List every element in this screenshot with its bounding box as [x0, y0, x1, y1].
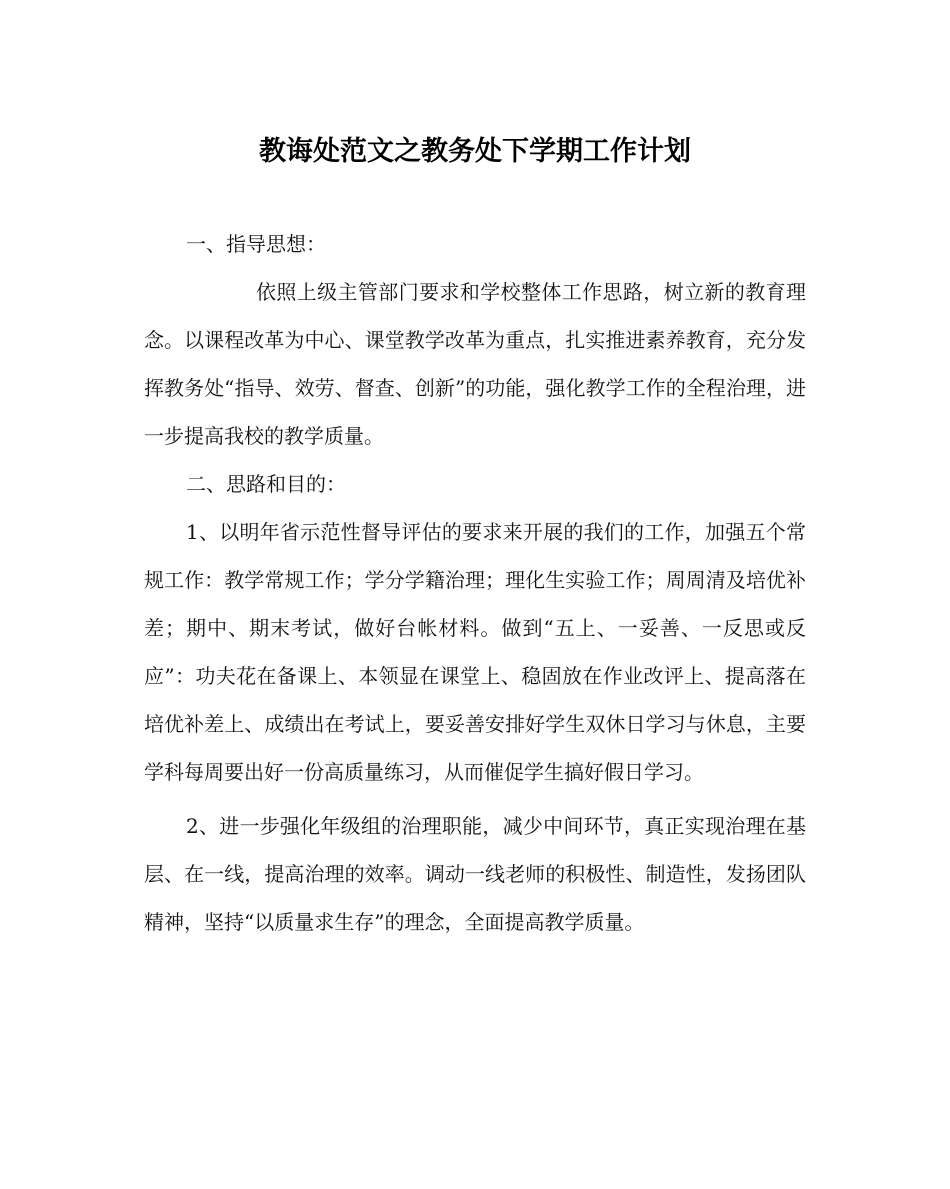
paragraph-goal-2: 2、进一步强化年级组的治理职能，减少中间环节，真正实现治理在基层、在一线，提高治理的效率。调动一线老师的积极性、制造性，发扬团队精神，坚持“以质量求生存”的理念，全面提高教学质量。: [144, 814, 806, 934]
section-heading-guiding-ideology: 一、指导思想：: [186, 232, 326, 256]
document-body: [144, 220, 806, 946]
paragraph-goal-1: 1、以明年省示范性督导评估的要求来开展的我们的工作，加强五个常规工作：教学常规工作；学分学籍治理；理化生实验工作；周周清及培优补差；期中、期末考试，做好台帐材料。做到“五上、一妥善、一反思或反应”：功夫花在备课上、本领显在课堂上、稳固放在作业改评上、提高落在培优补差上、成绩出在考试上，要妥善安排好学生双休日学习与休息，主要学科每周要出好一份高质量练习，从而催促学生搞好假日学习。: [144, 520, 806, 784]
page-title: 教诲处范文之教务处下学期工作计划: [259, 136, 691, 167]
paragraph-guiding-ideology: 依照上级主管部门要求和学校整体工作思路，树立新的教育理念。以课程改革为中心、课堂教学改革为重点，扎实推进素养教育，充分发挥教务处“指导、效劳、督查、创新”的功能，强化教学工作的全程治理，进一步提高我校的教学质量。: [144, 280, 806, 448]
section-heading-ideas-and-goals: 二、思路和目的：: [186, 472, 346, 496]
